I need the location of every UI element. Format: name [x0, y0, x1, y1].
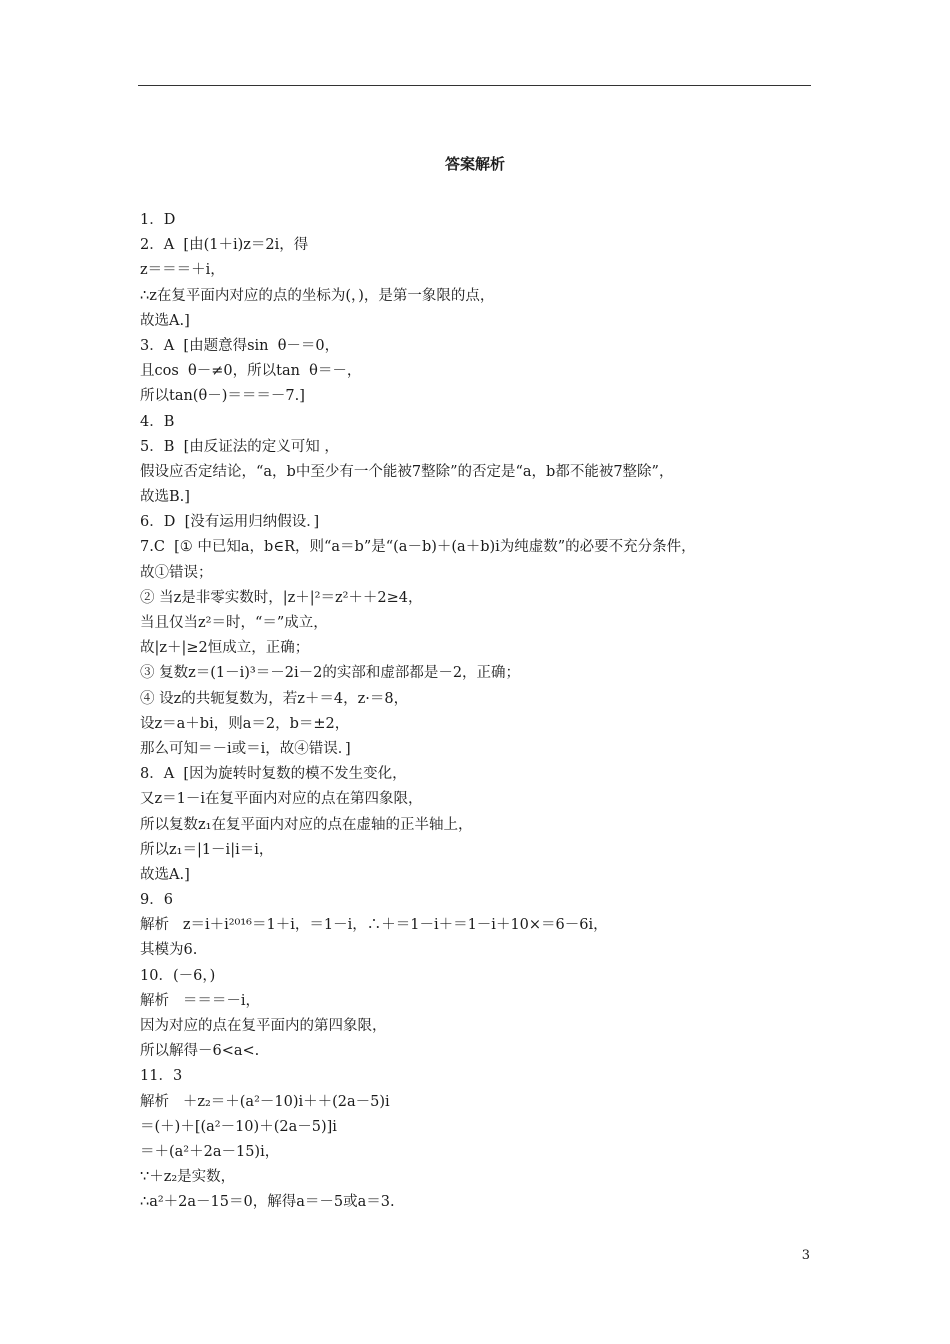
- answer-line: 故选A.]: [140, 866, 190, 883]
- answer-line: ④ 设z的共轭复数为，若z＋＝4，z·＝8，: [140, 690, 409, 707]
- header-rule: [138, 85, 811, 86]
- answer-line: 8．A [因为旋转时复数的模不发生变化，: [140, 766, 407, 783]
- answer-line: 1．D: [140, 212, 176, 228]
- answer-line: 那么可知＝－i或＝i，故④错误．]: [140, 740, 351, 757]
- answer-line: 解析 ＝＝＝－i，: [140, 992, 260, 1009]
- answer-line: 故|z＋|≥2恒成立，正确；: [140, 640, 310, 657]
- answer-line: ② 当z是非零实数时，|z＋|²＝z²＋＋2≥4，: [140, 589, 423, 606]
- answer-line: 解析 ＋z₂＝＋(a²－10)i＋＋(2a－5)i: [140, 1093, 390, 1110]
- answer-line: 故选B.]: [140, 489, 190, 506]
- answer-line: z＝＝＝＋i，: [140, 262, 225, 279]
- answer-line: ＝＋(a²＋2a－15)i，: [140, 1143, 280, 1160]
- answer-line: 故选A.]: [140, 312, 190, 329]
- answer-line: 其模为6.: [140, 942, 198, 959]
- answer-line: 9．6: [140, 892, 173, 909]
- answer-body: [140, 208, 812, 1216]
- answer-line: 且cos θ－≠0，所以tan θ＝－，: [140, 363, 362, 380]
- answer-line: 又z＝1－i在复平面内对应的点在第四象限，: [140, 791, 423, 808]
- answer-line: ∵＋z₂是实数，: [140, 1169, 236, 1186]
- answer-line: 10．(－6，): [140, 967, 216, 984]
- answer-line: 假设应否定结论，“a，b中至少有一个能被7整除”的否定是“a，b都不能被7整除”，: [140, 463, 674, 480]
- answer-line: ＝(＋)＋[(a²－10)＋(2a－5)]i: [140, 1118, 337, 1135]
- answer-line: 故①错误；: [140, 564, 213, 581]
- answer-line: 解析 z＝i＋i²⁰¹⁶＝1＋i，＝1－i，∴＋＝1－i＋＝1－i＋10×＝6－6i，: [140, 917, 608, 934]
- answer-line: 所以tan(θ－)＝＝＝－7.]: [140, 388, 305, 405]
- answer-line: 6．D [没有运用归纳假设．]: [140, 514, 320, 531]
- answer-line: 5．B [由反证法的定义可知 ，: [140, 438, 339, 455]
- answer-line: ③ 复数z＝(1－i)³＝－2i－2的实部和虚部都是－2，正确；: [140, 665, 521, 682]
- answer-line: 7.C [① 中已知a，b∈R，则“a＝b”是“(a－b)＋(a＋b)i为纯虚数”的必要不充分条件，: [140, 539, 696, 556]
- answer-line: 当且仅当z²＝时，“＝”成立，: [140, 615, 328, 631]
- answer-line: 所以复数z₁在复平面内对应的点在虚轴的正半轴上，: [140, 816, 473, 833]
- answer-line: 11．3: [140, 1068, 183, 1085]
- answer-line: ∴z在复平面内对应的点的坐标为(，)，是第一象限的点，: [140, 287, 495, 304]
- answer-line: 设z＝a＋bi，则a＝2，b＝±2，: [140, 715, 350, 732]
- answer-line: 所以z₁＝|1－i|i＝i，: [140, 841, 274, 858]
- page-title: 答案解析: [444, 155, 505, 173]
- answer-line: 所以解得－6<a<.: [140, 1043, 260, 1060]
- page-number: 3: [801, 1248, 810, 1263]
- answer-line: 2．A [由(1＋i)z＝2i，得: [140, 237, 309, 254]
- answer-line: ∴a²＋2a－15＝0，解得a＝－5或a＝3.: [140, 1194, 395, 1211]
- answer-line: 因为对应的点在复平面内的第四象限，: [140, 1018, 387, 1034]
- answer-line: 3．A [由题意得sin θ－＝0，: [140, 337, 340, 354]
- answer-line: 4．B: [140, 413, 175, 430]
